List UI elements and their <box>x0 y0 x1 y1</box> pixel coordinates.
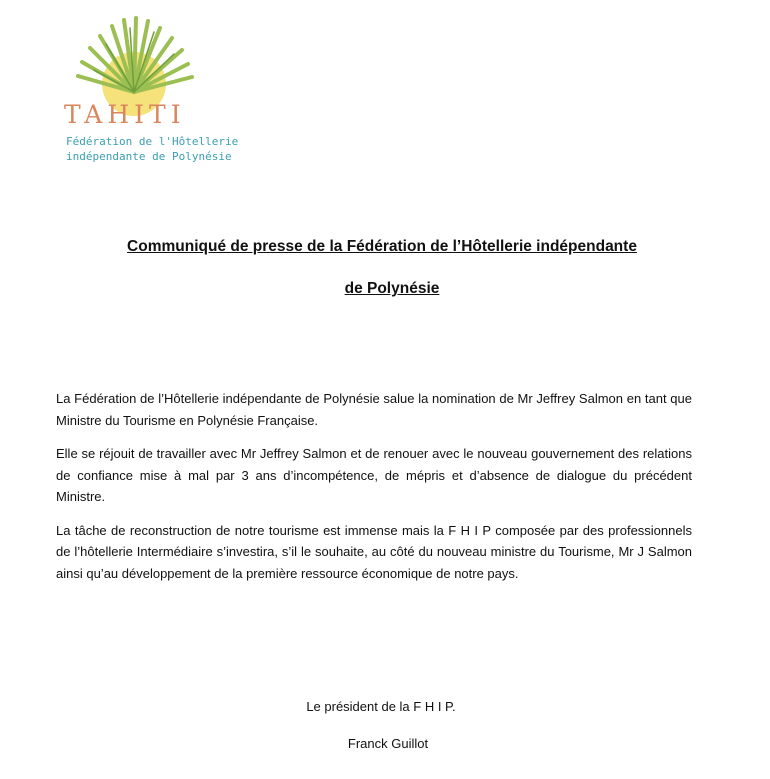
logo-subtitle-line1: Fédération de l'Hôtellerie <box>66 135 239 148</box>
paragraph-2: Elle se réjouit de travailler avec Mr Jeffrey Salmon et de renouer avec le nouveau gouvernement des relations de confiance mise à mal par 3 ans d’incompétence, de mépris et d’absence de dialogue du précédent Ministre. <box>56 446 692 504</box>
document-title-line1: Communiqué de presse de la Fédération de l’Hôtellerie indépendante <box>127 238 637 255</box>
paragraph-1: La Fédération de l’Hôtellerie indépendante de Polynésie salue la nomination de Mr Jeffrey Salmon en tant que Ministre du Tourisme en Polynésie Française. <box>56 391 692 428</box>
press-release-body <box>56 388 692 596</box>
document-title-line2: de Polynésie <box>344 280 440 297</box>
logo-wordmark: TAHITI <box>64 100 186 129</box>
signature-role: Le président de la F H I P. <box>306 699 456 714</box>
logo-subtitle-line2: indépendante de Polynésie <box>66 150 232 163</box>
signature-name: Franck Guillot <box>347 736 429 751</box>
fhip-logo <box>58 14 239 169</box>
paragraph-3: La tâche de reconstruction de notre tourisme est immense mais la F H I P composée par des professionnels de l’hôtellerie Intermédiaire s’investira, s’il le souhaite, au côté du nouveau ministre du Tourisme, Mr J Salmon ainsi qu’au développement de la première ressource économique de notre pays. <box>56 522 692 581</box>
